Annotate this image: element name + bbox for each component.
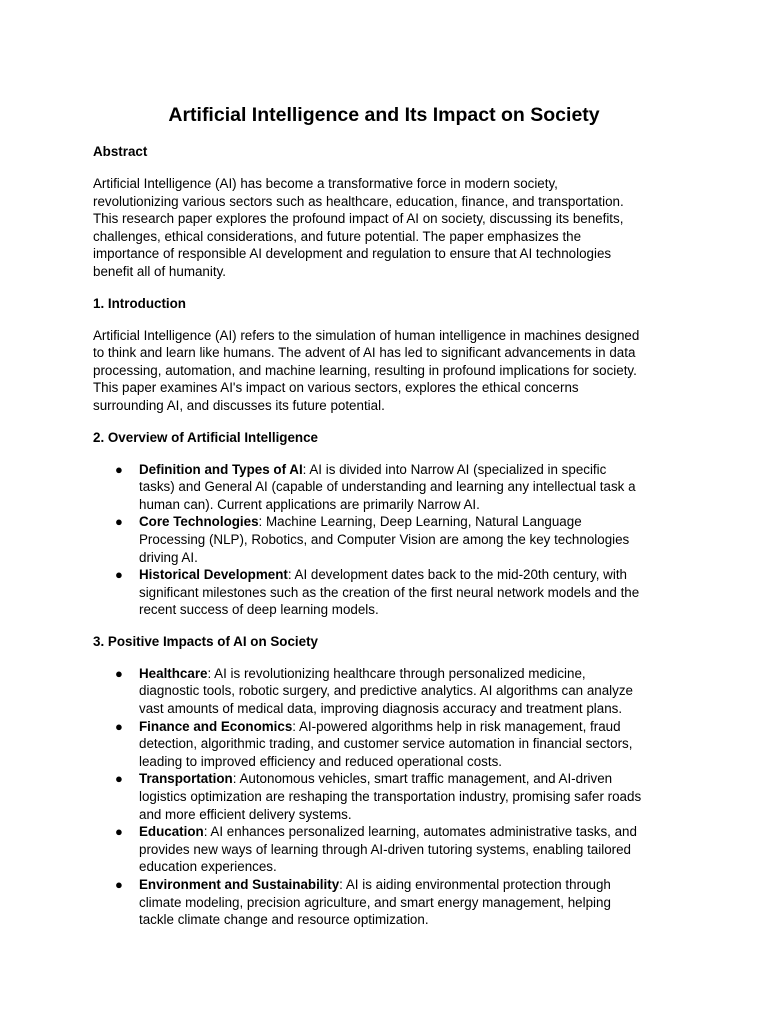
list-item-term: Education — [139, 824, 204, 840]
positive-impacts-list — [93, 665, 683, 929]
list-item-text: : AI is revolutionizing healthcare through personalized medicine, diagnostic tools, robotic surgery, and predictive analytics. AI algorithms can analyze vast amounts of medical data, improving diagnosis accuracy and treatment plans. — [139, 665, 633, 717]
list-item-term: Definition and Types of AI — [139, 461, 303, 477]
bullet-icon: ● — [115, 824, 123, 840]
overview-list — [93, 461, 683, 619]
list-item — [93, 665, 683, 718]
list-item — [93, 823, 683, 876]
list-item-text: : AI enhances personalized learning, automates administrative tasks, and provides new ways of learning through AI-driven tutoring systems, enabling tailored education experiences. — [139, 824, 637, 875]
list-item-term: Environment and Sustainability — [139, 877, 340, 892]
list-item — [93, 566, 683, 619]
list-item-text: : AI development dates back to the mid-20th century, with significant milestones such as the creation of the first neural network models and the recent success of deep learning models. — [139, 567, 640, 618]
list-item-term: Core Technologies — [139, 514, 259, 530]
overview-heading: 2. Overview of Artificial Intelligence — [93, 429, 318, 445]
positive-impacts-heading: 3. Positive Impacts of AI on Society — [93, 633, 318, 649]
list-item-term: Transportation — [139, 771, 233, 787]
list-item-term: Healthcare — [139, 665, 208, 681]
bullet-icon: ● — [115, 514, 123, 530]
list-item-text: : AI-powered algorithms help in risk management, fraud detection, algorithmic trading, and customer service automation in financial sectors, leading to improved efficiency and reduced operational costs. — [139, 718, 633, 769]
list-item — [93, 461, 683, 514]
list-item — [93, 718, 683, 771]
abstract-text: Artificial Intelligence (AI) has become a transformative force in modern society, revolutionizing various sectors such as healthcare, education, finance, and transportation. This research paper explores the profound impact of AI on society, discussing its benefits, challenges, ethical considerations, and future potential. The paper emphasizes the importance of responsible AI development and regulation to ensure that AI technologies benefit all of humanity. — [93, 176, 624, 279]
introduction-text: Artificial Intelligence (AI) refers to the simulation of human intelligence in machines designed to think and learn like humans. The advent of AI has led to significant advancements in data processing, automation, and machine learning, resulting in profound implications for society. This paper examines AI's impact on various sectors, explores the ethical concerns surrounding AI, and discusses its future potential. — [93, 327, 640, 413]
document-title: Artificial Intelligence and Its Impact on Society — [168, 104, 600, 126]
bullet-icon: ● — [115, 877, 123, 892]
list-item-text: : Machine Learning, Deep Learning, Natural Language Processing (NLP), Robotics, and Computer Vision are among the key technologies driving AI. — [139, 514, 630, 565]
list-item-term: Historical Development — [139, 567, 288, 583]
list-item — [93, 770, 683, 823]
document-content — [93, 102, 683, 929]
bullet-icon: ● — [115, 461, 123, 477]
abstract-heading: Abstract — [93, 144, 148, 159]
list-item-text: : Autonomous vehicles, smart traffic management, and AI-driven logistics optimization are reshaping the transportation industry, promising safer roads and more efficient delivery systems. — [139, 771, 642, 822]
list-item — [93, 876, 683, 929]
list-item-text: : AI is aiding environmental protection through climate modeling, precision agriculture, and smart energy management, helping tackle climate change and resource optimization. — [139, 877, 611, 928]
introduction-heading: 1. Introduction — [93, 295, 186, 311]
bullet-icon: ● — [115, 771, 123, 787]
bullet-icon: ● — [115, 665, 123, 681]
list-item-text: : AI is divided into Narrow AI (specialized in specific tasks) and General AI (capable of understanding and learning any intellectual task a human can). Current applications are primarily Narrow AI. — [139, 461, 636, 512]
bullet-icon: ● — [115, 718, 123, 734]
list-item-term: Finance and Economics — [139, 718, 293, 734]
bullet-icon: ● — [115, 567, 123, 583]
list-item — [93, 513, 683, 566]
